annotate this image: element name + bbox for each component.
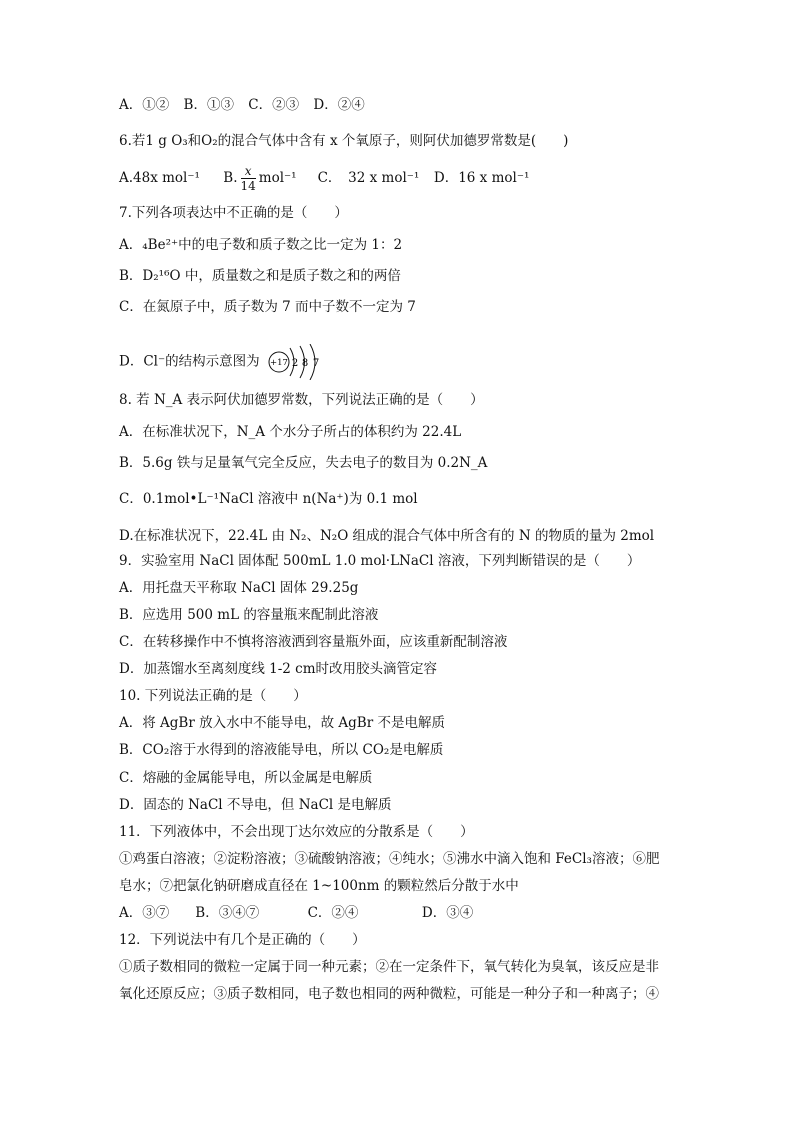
q6-option-c: C． 32 x mol⁻¹: [317, 170, 420, 186]
q7-option-b: B．D₂¹⁶O 中，质量数之和是质子数之和的两倍: [119, 268, 401, 284]
shell-count-3: 7: [312, 358, 320, 369]
q6-fraction-numerator: x: [241, 164, 256, 179]
q5-option-b: B．①③: [183, 97, 234, 113]
nucleus-charge: +17: [269, 358, 288, 368]
q6-options: [119, 164, 529, 193]
q6-option-d: D．16 x mol⁻¹: [433, 170, 530, 186]
q9-option-a: A．用托盘天平称取 NaCl 固体 29.25g: [119, 580, 359, 596]
q7-option-d-text: D．Cl⁻的结构示意图为: [119, 353, 260, 370]
q8-option-d: D.在标准状况下，22.4L 由 N₂、N₂O 组成的混合气体中所含有的 N 的物质的量为 2mol: [119, 528, 655, 544]
shell-count-2: 8: [301, 358, 309, 369]
q11-stem: 11．下列液体中，不会出现丁达尔效应的分散系是（ ）: [119, 824, 474, 840]
q9-option-d: D．加蒸馏水至离刻度线 1-2 cm时改用胶头滴管定容: [119, 661, 438, 677]
q11-list-line-2: 皂水；⑦把氯化钠研磨成直径在 1~100nm 的颗粒然后分散于水中: [119, 878, 519, 894]
q8-option-a: A．在标准状况下，N_A 个水分子所占的体积约为 22.4L: [119, 424, 462, 440]
q5-options: [119, 96, 375, 114]
shell-count-1: 2: [291, 358, 299, 369]
q11-options: [119, 904, 473, 922]
q5-option-c: C．②③: [248, 97, 300, 113]
q7-option-c: C．在氮原子中，质子数为 7 而中子数不一定为 7: [119, 299, 416, 315]
q6-option-b-label: B.: [223, 170, 238, 186]
q6-fraction-denominator: 14: [240, 179, 256, 193]
q6-option-b-unit: mol⁻¹: [258, 170, 297, 186]
q11-list-line-1: ①鸡蛋白溶液；②淀粉溶液；③硫酸钠溶液；④纯水；⑤沸水中滴入饱和 FeCl₃溶液；⑥肥: [119, 851, 660, 867]
q6-stem: 6.若1 g O₃和O₂的混合气体中含有 x 个氧原子，则阿伏加德罗常数是( ): [119, 133, 569, 149]
q6-option-a: A.48x mol⁻¹: [119, 170, 200, 186]
q8-stem: 8. 若 N_A 表示阿伏加德罗常数，下列说法正确的是（ ）: [119, 392, 484, 408]
q9-option-c: C．在转移操作中不慎将溶液洒到容量瓶外面，应该重新配制溶液: [119, 634, 508, 650]
q10-option-b: B．CO₂溶于水得到的溶液能导电，所以 CO₂是电解质: [119, 742, 444, 758]
q8-option-c: C．0.1mol•L⁻¹NaCl 溶液中 n(Na⁺)为 0.1 mol: [119, 491, 418, 507]
q9-stem: 9．实验室用 NaCl 固体配 500mL 1.0 mol·LNaCl 溶液，下列判断错误的是（ ）: [119, 553, 641, 569]
q11-option-c: C．②④: [307, 905, 359, 921]
q10-option-d: D．固态的 NaCl 不导电，但 NaCl 是电解质: [119, 797, 392, 813]
q8-option-b: B．5.6g 铁与足量氧气完全反应，失去电子的数目为 0.2N_A: [119, 455, 488, 471]
chloride-ion-structure-diagram: [268, 344, 330, 380]
q12-stem: 12．下列说法中有几个是正确的（ ）: [119, 932, 366, 948]
q11-option-b: B．③④⑦: [195, 905, 260, 921]
q6-option-b: [223, 164, 313, 193]
q10-option-a: A．将 AgBr 放入水中不能导电，故 AgBr 不是电解质: [119, 715, 445, 731]
q12-statement-line-1: ①质子数相同的微粒一定属于同一种元素；②在一定条件下，氧气转化为臭氧，该反应是非: [119, 959, 659, 975]
q7-stem: 7.下列各项表达中不正确的是（ ）: [119, 205, 348, 221]
q7-option-a: A．₄Be²⁺中的电子数和质子数之比一定为 1：2: [119, 237, 403, 253]
q9-option-b: B．应选用 500 mL 的容量瓶来配制此溶液: [119, 607, 379, 623]
q10-option-c: C．熔融的金属能导电，所以金属是电解质: [119, 770, 373, 786]
q11-option-a: A．③⑦: [119, 905, 170, 921]
q5-option-a: A．①②: [119, 97, 170, 113]
q10-stem: 10. 下列说法正确的是（ ）: [119, 688, 307, 704]
q11-option-d: D．③④: [421, 905, 474, 921]
q5-option-d: D．②④: [313, 97, 365, 113]
q6-fraction: [241, 164, 256, 193]
q12-statement-line-2: 氧化还原反应；③质子数相同，电子数也相同的两种微粒，可能是一种分子和一种离子；④: [119, 986, 659, 1002]
q7-option-d: [119, 344, 330, 380]
